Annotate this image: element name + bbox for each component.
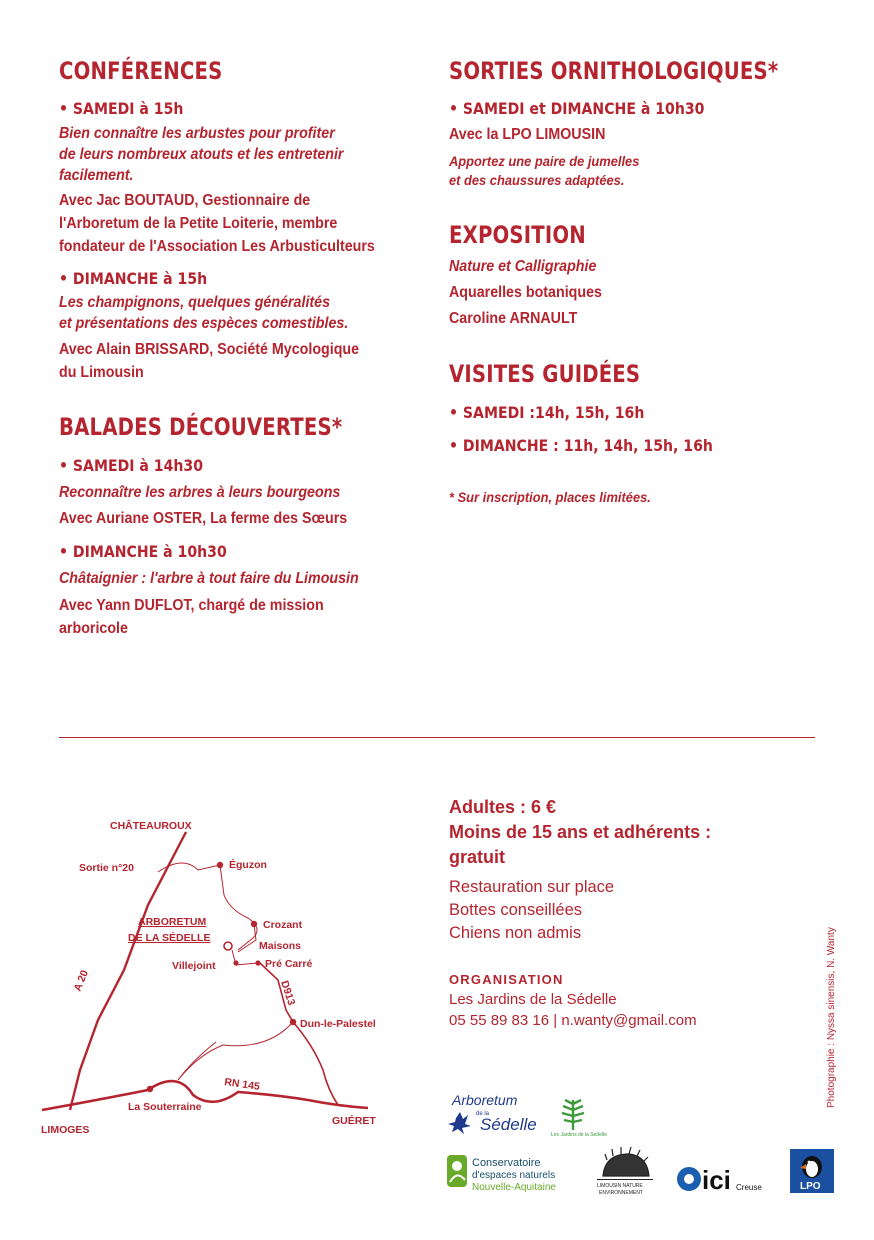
- label-dun: Dun-le-Palestel: [300, 1018, 376, 1030]
- balade-2-speaker: [59, 594, 347, 640]
- visites-title: VISITES GUIDÉES: [449, 360, 641, 388]
- villejoint-dot: [233, 960, 238, 965]
- topic-line: et présentations des espèces comestibles.: [59, 315, 349, 332]
- note-line: et des chaussures adaptées.: [449, 172, 625, 188]
- arboretum-logo-bottom: Sédelle: [480, 1115, 537, 1134]
- exposition-line2: Caroline ARNAULT: [449, 310, 578, 327]
- speaker-line: arboricole: [59, 620, 128, 637]
- speaker-line: fondateur de l'Association Les Arbusticulteurs: [59, 238, 375, 255]
- secondary-road: [178, 1022, 293, 1080]
- rn145-road: [42, 1081, 368, 1110]
- price-reduced-2: gratuit: [449, 847, 505, 867]
- conference-1-topic: [59, 123, 368, 186]
- label-a20: A 20: [71, 968, 91, 994]
- organisation-name: Les Jardins de la Sédelle: [449, 991, 617, 1008]
- services-list: [449, 876, 614, 945]
- label-chateauroux: CHÂTEAUROUX: [110, 820, 192, 832]
- arboretum-dot: [224, 942, 232, 950]
- ici-creuse-logo: [676, 1162, 772, 1196]
- price-reduced-1: Moins de 15 ans et adhérents :: [449, 822, 712, 842]
- label-gueret: GUÉRET: [332, 1115, 376, 1127]
- label-sortie: Sortie n°20: [79, 862, 134, 874]
- exposition-subtitle: Nature et Calligraphie: [449, 258, 597, 275]
- label-limoges: LIMOGES: [41, 1124, 90, 1136]
- arboretum-logo-mid: de la: [476, 1111, 490, 1117]
- label-crozant: Crozant: [263, 919, 303, 931]
- eguzon-crozant-road: [220, 865, 257, 950]
- dun-road: [293, 1022, 338, 1105]
- cen-line1: Conservatoire: [472, 1157, 541, 1169]
- exposition-line1: Aquarelles botaniques: [449, 284, 602, 301]
- conference-1-day: • SAMEDI à 15h: [59, 99, 184, 118]
- ici-sub: Creuse: [736, 1183, 762, 1192]
- hedgehog-icon: [603, 1147, 649, 1176]
- speaker-line: Avec Alain BRISSARD, Société Mycologique: [59, 341, 360, 358]
- topic-line: Les champignons, quelques généralités: [59, 294, 331, 311]
- balade-2-topic: [59, 568, 385, 589]
- topic-line: Reconnaître les arbres à leurs bourgeons: [59, 484, 341, 501]
- topic-line: de leurs nombreux atouts et les entretenir: [59, 146, 344, 163]
- fern-icon: [562, 1100, 584, 1130]
- dun-dot: [290, 1019, 296, 1025]
- section-divider: [59, 737, 815, 738]
- eguzon-dot: [217, 862, 223, 868]
- organisation-title: ORGANISATION: [449, 972, 564, 987]
- label-villejoint: Villejoint: [172, 960, 216, 972]
- label-eguzon: Éguzon: [229, 859, 267, 871]
- lpo-text: LPO: [800, 1181, 821, 1192]
- service-item: Chiens non admis: [449, 924, 582, 942]
- sorties-title: SORTIES ORNITHOLOGIQUES*: [449, 57, 779, 85]
- organisation-contact: 05 55 89 83 16 | n.wanty@gmail.com: [449, 1012, 697, 1029]
- pre-carre-dot: [255, 960, 260, 965]
- topic-line: Châtaignier : l'arbre à tout faire du Limousin: [59, 570, 359, 587]
- arboretum-logo: [446, 1088, 536, 1138]
- leaf-icon: [448, 1112, 471, 1134]
- conference-1-speaker: [59, 189, 402, 258]
- lne-logo: [595, 1144, 655, 1200]
- speaker-line: Avec Auriane OSTER, La ferme des Sœurs: [59, 510, 348, 527]
- service-item: Bottes conseillées: [449, 901, 582, 919]
- arboretum-logo-top: Arboretum: [452, 1092, 518, 1108]
- price-adults: Adultes : 6 €: [449, 797, 557, 817]
- visites-saturday: • SAMEDI :14h, 15h, 16h: [449, 403, 645, 422]
- speaker-line: du Limousin: [59, 364, 144, 381]
- label-souterraine: La Souterraine: [128, 1101, 202, 1113]
- sorties-day: • SAMEDI et DIMANCHE à 10h30: [449, 99, 705, 118]
- photo-credit: Photographie : Nyssa sinensis, N. Wanty: [826, 927, 837, 1108]
- topic-line: Bien connaître les arbustes pour profiter: [59, 125, 335, 142]
- balade-1-day: • SAMEDI à 14h30: [59, 456, 204, 475]
- crozant-dot: [251, 921, 257, 927]
- conferences-title: CONFÉRENCES: [59, 57, 223, 85]
- service-item: Restauration sur place: [449, 878, 615, 896]
- ici-text: ici: [702, 1165, 731, 1195]
- balade-1-speaker: [59, 507, 372, 530]
- balades-title: BALADES DÉCOUVERTES*: [59, 413, 343, 441]
- lpo-logo: [790, 1149, 834, 1193]
- lne-line2: ENVIRONNEMENT: [599, 1190, 643, 1196]
- lne-line1: LIMOUSIN NATURE: [597, 1183, 643, 1189]
- conference-2-topic: [59, 292, 373, 334]
- label-maisons: Maisons: [259, 940, 302, 952]
- speaker-line: l'Arboretum de la Petite Loiterie, membre: [59, 215, 338, 232]
- access-map: [38, 810, 398, 1140]
- label-arboretum-1: ARBORETUM: [138, 916, 207, 928]
- label-d913: D913: [278, 979, 298, 1007]
- conference-2-speaker: [59, 338, 385, 384]
- jardins-logo-text: Les Jardins de la Sédelle: [551, 1132, 607, 1138]
- exposition-title: EXPOSITION: [449, 221, 586, 249]
- balade-2-day: • DIMANCHE à 10h30: [59, 542, 227, 561]
- label-arboretum-2: DE LA SÉDELLE: [128, 932, 211, 944]
- cen-line2: d'espaces naturels: [472, 1170, 556, 1181]
- jardins-logo: [548, 1088, 607, 1138]
- cen-line3: Nouvelle-Aquitaine: [472, 1182, 556, 1193]
- sorties-with: Avec la LPO LIMOUSIN: [449, 126, 606, 143]
- speaker-line: Avec Yann DUFLOT, chargé de mission: [59, 597, 324, 614]
- label-pre-carre: Pré Carré: [265, 958, 313, 970]
- sorties-note: [449, 152, 656, 190]
- cen-logo: [446, 1152, 576, 1198]
- balade-1-topic: [59, 482, 365, 503]
- visites-sunday: • DIMANCHE : 11h, 14h, 15h, 16h: [449, 436, 713, 455]
- note-line: Apportez une paire de jumelles: [449, 153, 640, 169]
- souterraine-dot: [147, 1086, 153, 1092]
- label-rn145: RN 145: [223, 1076, 261, 1093]
- speaker-line: Avec Jac BOUTAUD, Gestionnaire de: [59, 192, 311, 209]
- topic-line: facilement.: [59, 167, 134, 184]
- footnote: * Sur inscription, places limitées.: [449, 489, 651, 505]
- conference-2-day: • DIMANCHE à 15h: [59, 269, 208, 288]
